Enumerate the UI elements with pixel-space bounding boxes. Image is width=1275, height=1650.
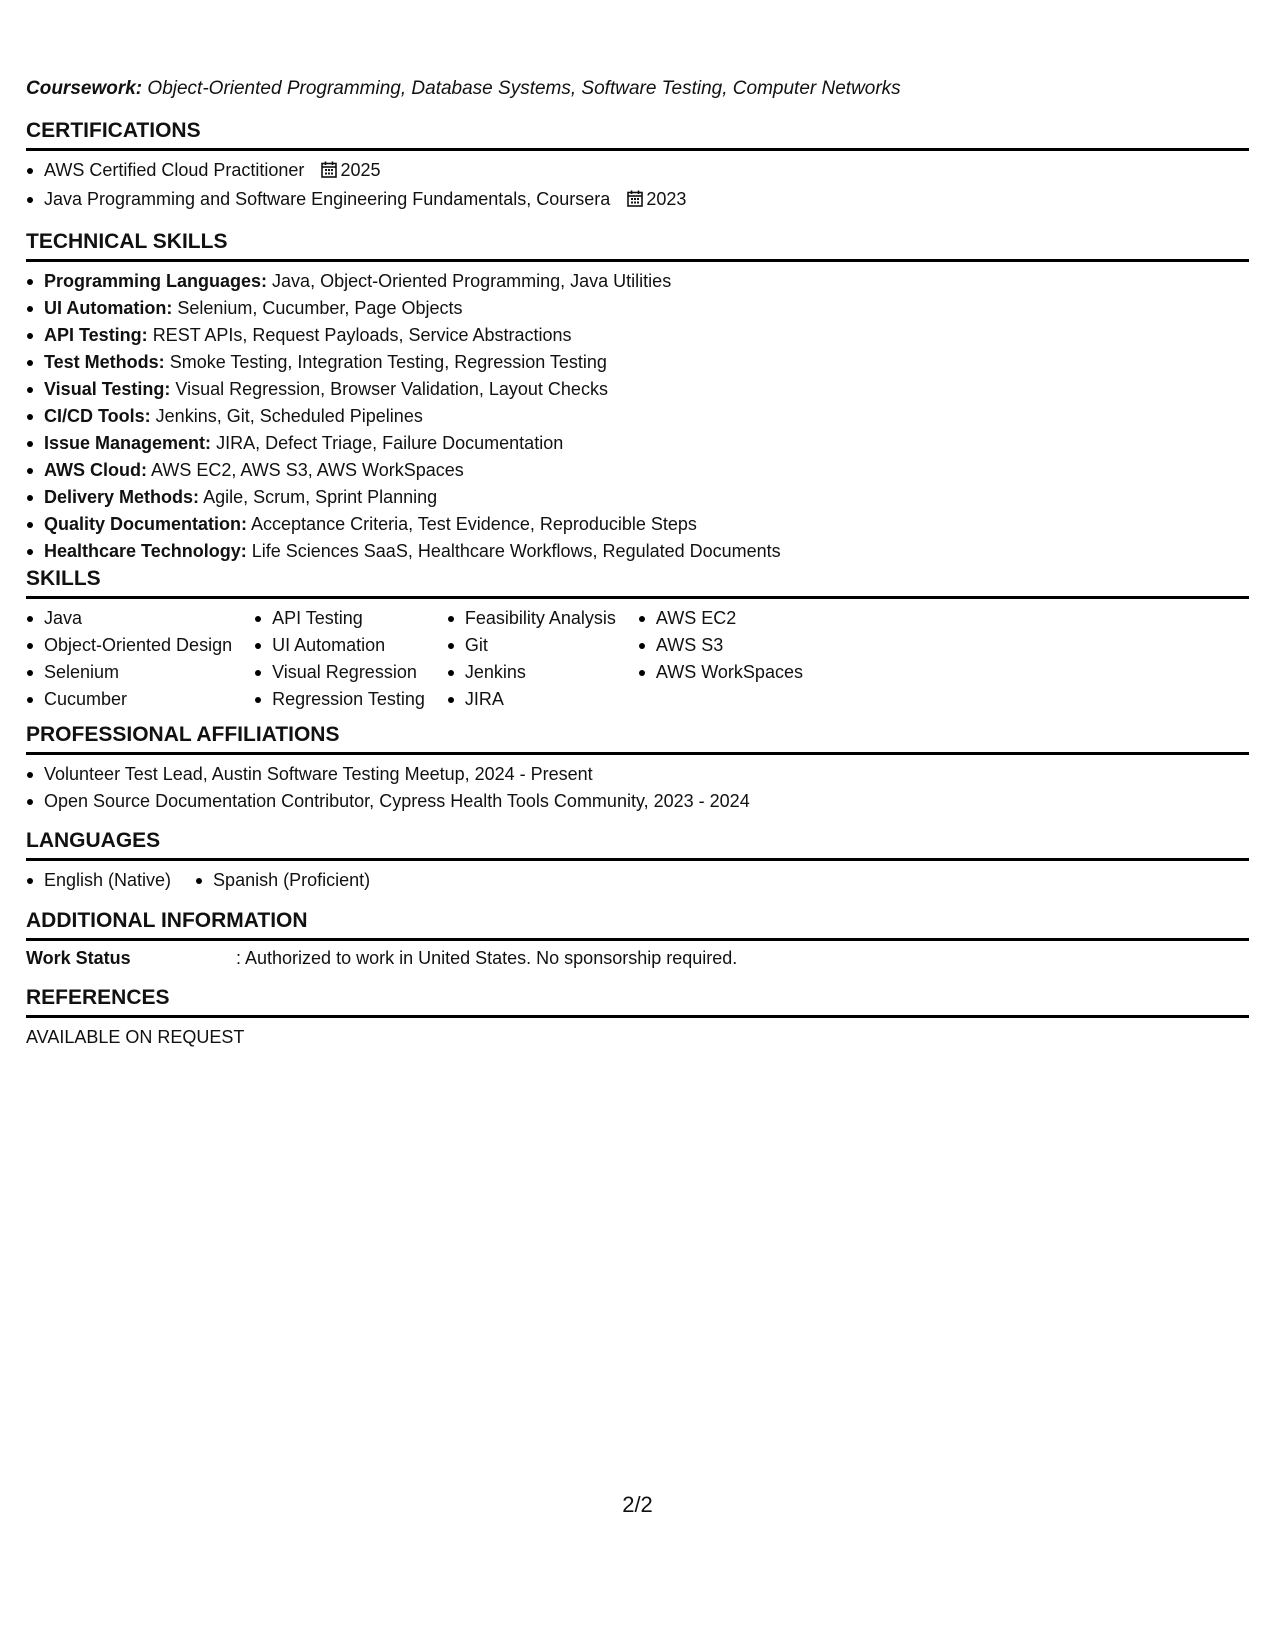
technical-skill-item	[26, 538, 1249, 565]
languages-heading: LANGUAGES	[26, 828, 1249, 861]
skill-category: UI Automation:	[44, 298, 173, 318]
skills-column	[26, 605, 232, 713]
skill-category: Visual Testing:	[44, 379, 171, 399]
skills-column	[447, 605, 616, 713]
certifications-list	[26, 157, 1249, 215]
skill-item: AWS WorkSpaces	[638, 659, 803, 686]
work-status-value: : Authorized to work in United States. No sponsorship required.	[236, 948, 738, 968]
languages-section	[26, 828, 1249, 894]
skill-values: Agile, Scrum, Sprint Planning	[203, 487, 438, 507]
skill-item: Git	[447, 632, 616, 659]
skill-item: Selenium	[26, 659, 232, 686]
affiliations-list	[26, 761, 1249, 815]
skill-values: Acceptance Criteria, Test Evidence, Reproducible Steps	[251, 514, 697, 534]
skill-values: AWS EC2, AWS S3, AWS WorkSpaces	[151, 460, 464, 480]
skill-values: Selenium, Cucumber, Page Objects	[177, 298, 463, 318]
skill-category: Issue Management:	[44, 433, 212, 453]
references-text: AVAILABLE ON REQUEST	[26, 1027, 245, 1047]
coursework-label: Coursework:	[26, 78, 143, 99]
skill-values: Visual Regression, Browser Validation, Layout Checks	[175, 379, 608, 399]
page-number: 2/2	[622, 1492, 653, 1517]
technical-skill-item	[26, 349, 1249, 376]
skills-column	[638, 605, 803, 713]
affiliation-item: Volunteer Test Lead, Austin Software Testing Meetup, 2024 - Present	[26, 761, 1249, 788]
skill-item: Cucumber	[26, 686, 232, 713]
skill-values: REST APIs, Request Payloads, Service Abstractions	[152, 325, 572, 345]
work-status-label: Work Status	[26, 948, 131, 968]
skill-item: Visual Regression	[254, 659, 425, 686]
skill-values: Java, Object-Oriented Programming, Java Utilities	[272, 271, 672, 291]
affiliations-section	[26, 722, 1249, 815]
skill-category: Test Methods:	[44, 352, 165, 372]
affiliations-heading: PROFESSIONAL AFFILIATIONS	[26, 722, 1249, 755]
language-item: English (Native)	[26, 867, 171, 894]
skills-section	[26, 566, 1249, 713]
technical-skill-item	[26, 295, 1249, 322]
skill-item: Object-Oriented Design	[26, 632, 232, 659]
work-status-row	[26, 945, 1249, 972]
language-item: Spanish (Proficient)	[195, 867, 370, 894]
certifications-heading: CERTIFICATIONS	[26, 118, 1249, 151]
certifications-section	[26, 118, 1249, 215]
coursework-text: Object-Oriented Programming, Database Systems, Software Testing, Computer Networks	[147, 78, 901, 99]
references-heading: REFERENCES	[26, 985, 1249, 1018]
skill-category: Programming Languages:	[44, 271, 268, 291]
skill-values: Smoke Testing, Integration Testing, Regression Testing	[169, 352, 607, 372]
references-section	[26, 985, 1249, 1051]
certification-name: AWS Certified Cloud Practitioner	[44, 160, 305, 180]
skill-values: JIRA, Defect Triage, Failure Documentation	[216, 433, 564, 453]
certification-item	[26, 157, 1249, 186]
skill-item: JIRA	[447, 686, 616, 713]
technical-skills-section	[26, 229, 1249, 565]
technical-skills-list	[26, 268, 1249, 565]
calendar-icon	[627, 188, 643, 215]
skill-item: UI Automation	[254, 632, 425, 659]
calendar-icon	[321, 159, 337, 186]
technical-skill-item	[26, 484, 1249, 511]
skill-category: AWS Cloud:	[44, 460, 147, 480]
skill-category: Quality Documentation:	[44, 514, 248, 534]
skill-item: Feasibility Analysis	[447, 605, 616, 632]
skill-category: API Testing:	[44, 325, 148, 345]
skill-item: Regression Testing	[254, 686, 425, 713]
technical-skill-item	[26, 376, 1249, 403]
additional-info-heading: ADDITIONAL INFORMATION	[26, 908, 1249, 941]
skill-item: AWS S3	[638, 632, 803, 659]
skill-values: Life Sciences SaaS, Healthcare Workflows, Regulated Documents	[251, 541, 781, 561]
certification-name: Java Programming and Software Engineering Fundamentals, Coursera	[44, 189, 611, 209]
skills-columns	[26, 605, 1249, 713]
technical-skill-item	[26, 457, 1249, 484]
skill-category: CI/CD Tools:	[44, 406, 151, 426]
affiliation-item: Open Source Documentation Contributor, Cypress Health Tools Community, 2023 - 2024	[26, 788, 1249, 815]
certification-year: 2025	[340, 160, 381, 180]
skill-item: Java	[26, 605, 232, 632]
technical-skill-item	[26, 403, 1249, 430]
certification-year: 2023	[646, 189, 687, 209]
skill-item: API Testing	[254, 605, 425, 632]
skill-item: AWS EC2	[638, 605, 803, 632]
skill-category: Healthcare Technology:	[44, 541, 247, 561]
skill-category: Delivery Methods:	[44, 487, 200, 507]
technical-skill-item	[26, 268, 1249, 295]
coursework-line	[26, 78, 901, 100]
skill-values: Jenkins, Git, Scheduled Pipelines	[155, 406, 423, 426]
technical-skill-item	[26, 511, 1249, 538]
technical-skill-item	[26, 322, 1249, 349]
technical-skills-heading: TECHNICAL SKILLS	[26, 229, 1249, 262]
skill-item: Jenkins	[447, 659, 616, 686]
technical-skill-item	[26, 430, 1249, 457]
skills-column	[254, 605, 425, 713]
languages-list	[26, 867, 1249, 894]
additional-info-section	[26, 908, 1249, 972]
certification-item	[26, 186, 1249, 215]
skills-heading: SKILLS	[26, 566, 1249, 599]
